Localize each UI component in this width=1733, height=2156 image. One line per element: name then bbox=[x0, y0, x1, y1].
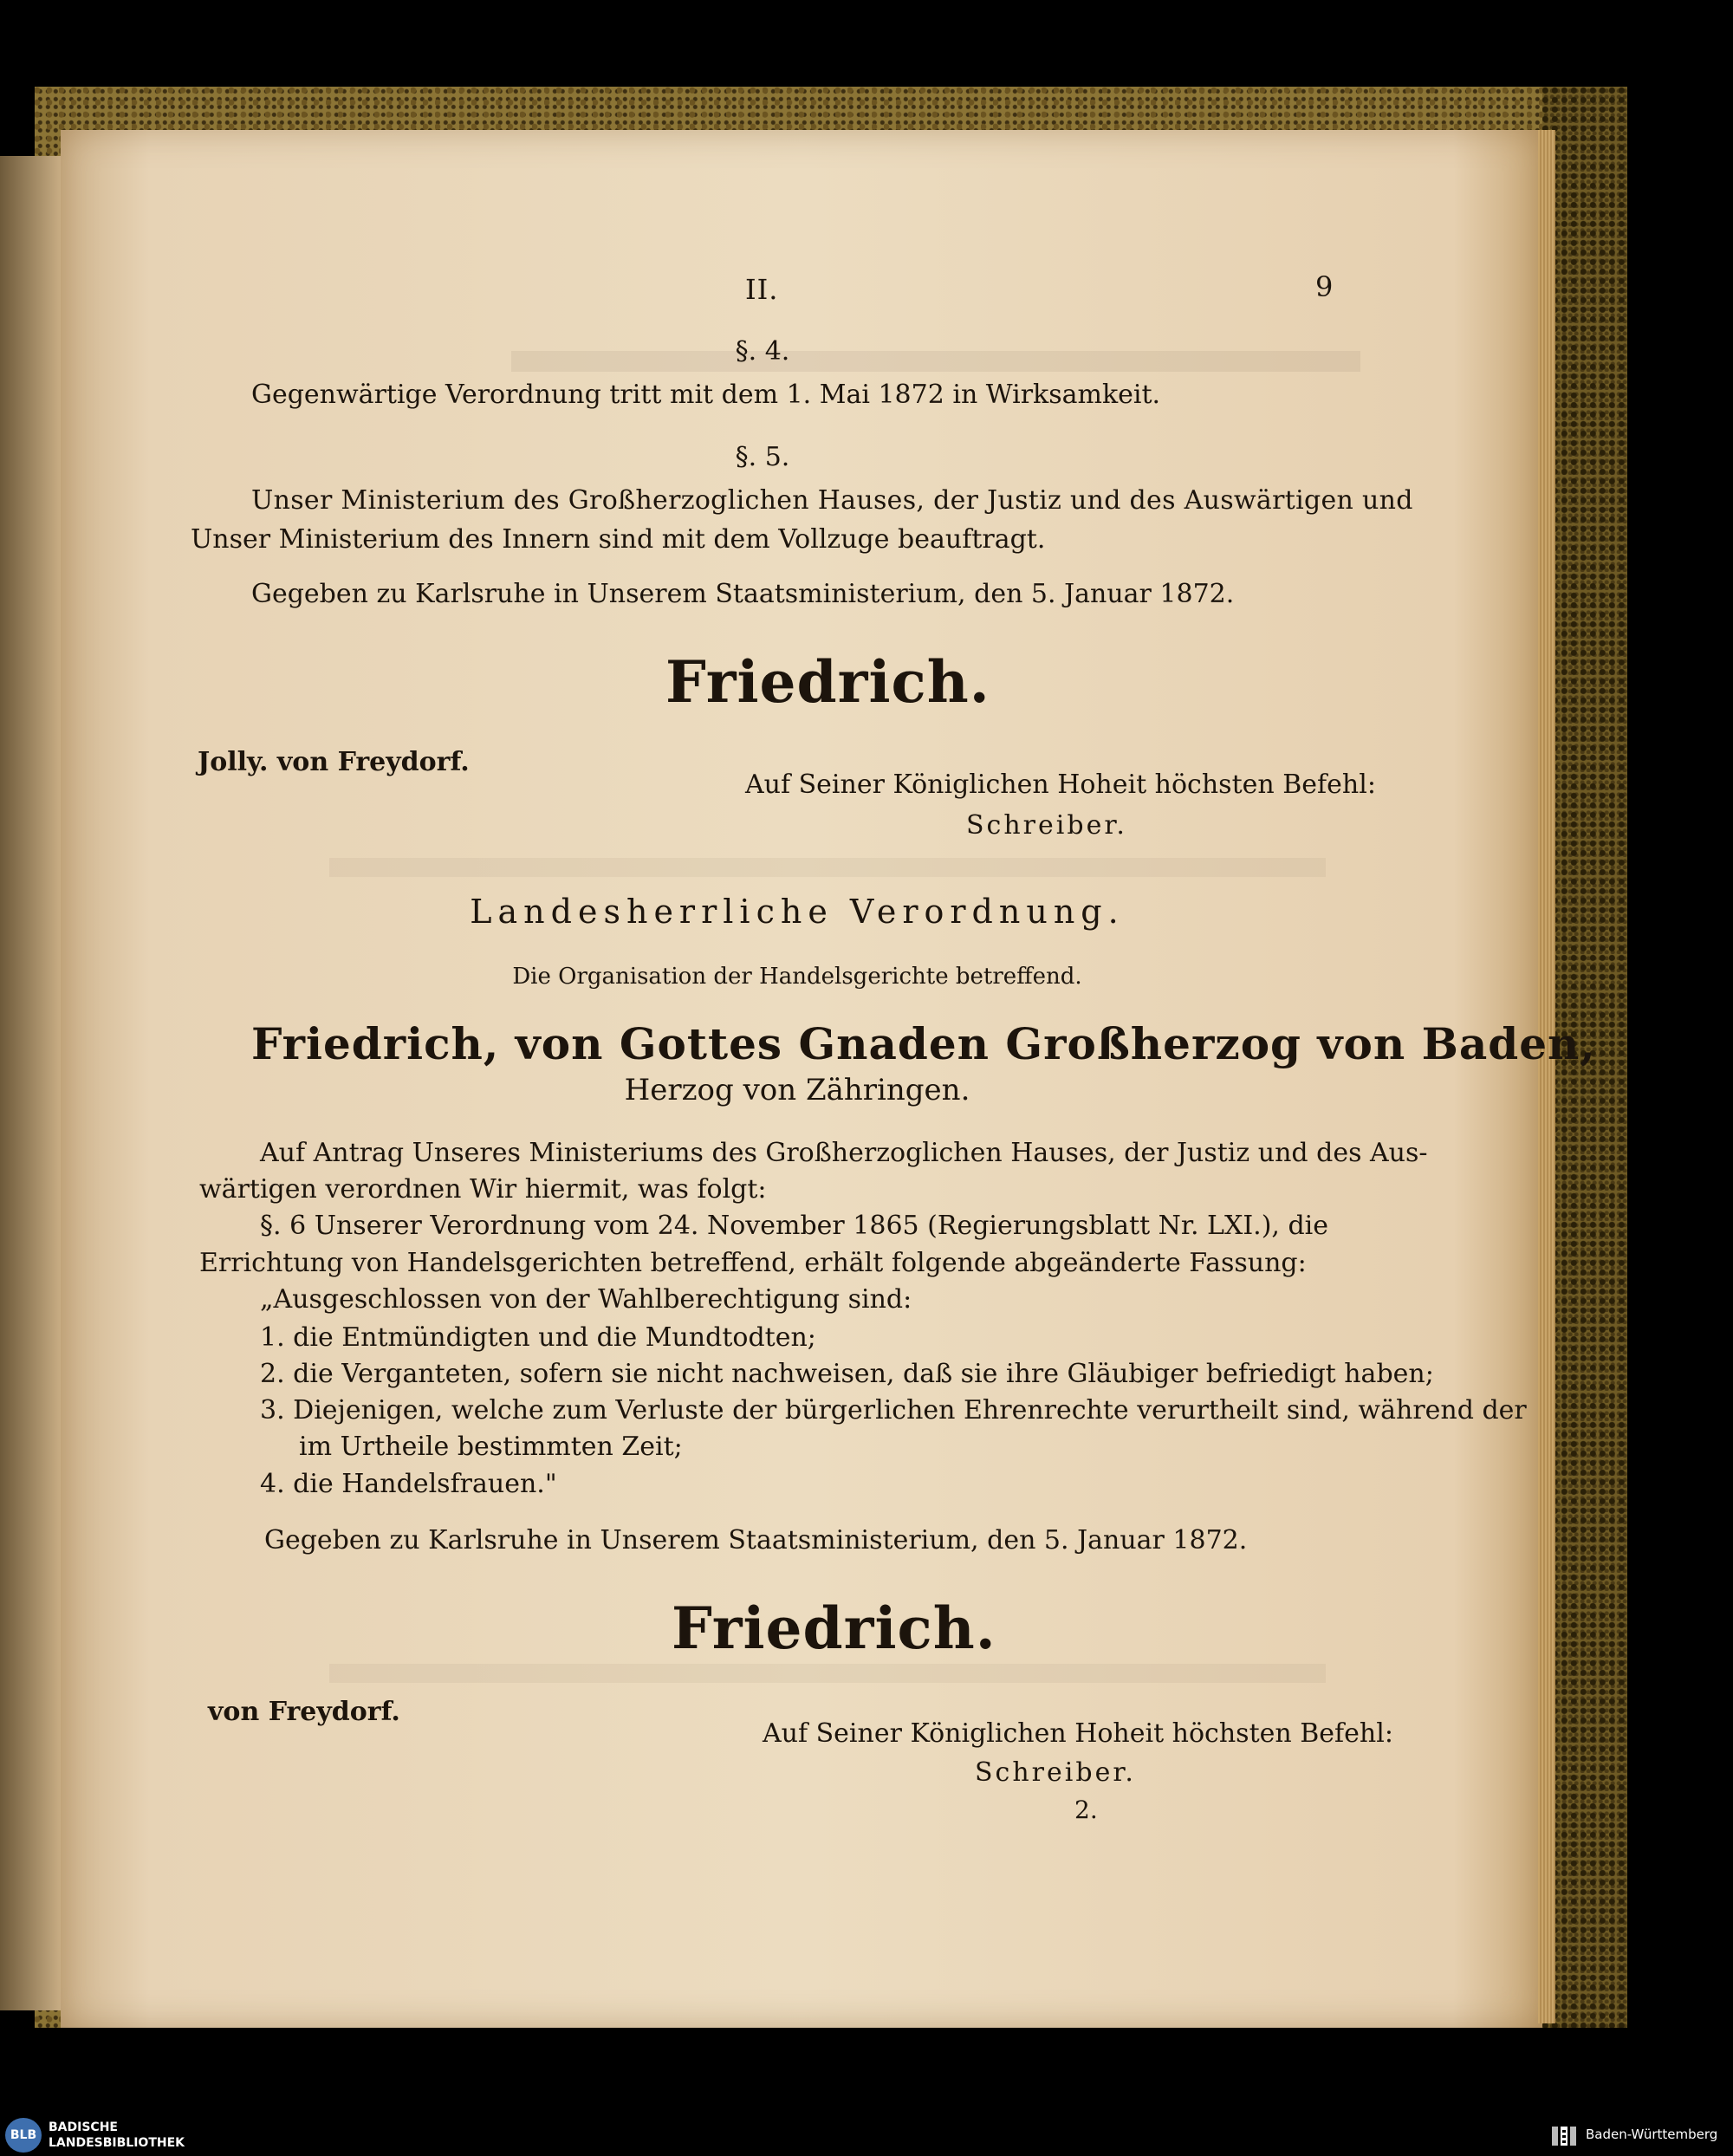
coat-of-arms-icon bbox=[1551, 2125, 1577, 2147]
sovereign-subtitle: Herzog von Zähringen. bbox=[624, 1073, 970, 1107]
library-name bbox=[49, 2120, 185, 2151]
body-line: Errichtung von Handelsgerichten betreffend, erhält folgende abgeänderte Fassung: bbox=[199, 1248, 1307, 1278]
section-number: II. bbox=[745, 273, 779, 306]
body-line: Auf Antrag Unseres Ministeriums des Großherzoglichen Hauses, der Justiz und des Aus- bbox=[260, 1138, 1428, 1168]
bleed-through bbox=[329, 858, 1326, 877]
dateline: Gegeben zu Karlsruhe in Unserem Staatsministerium, den 5. Januar 1872. bbox=[251, 579, 1235, 609]
library-name-line: LANDESBIBLIOTHEK bbox=[49, 2136, 185, 2150]
list-item: 1. die Entmündigten und die Mundtodten; bbox=[260, 1322, 816, 1353]
footer-bar bbox=[0, 2114, 1733, 2156]
list-item-continuation: im Urtheile bestimmten Zeit; bbox=[299, 1432, 683, 1462]
bleed-through bbox=[511, 351, 1360, 372]
state-name[interactable]: Baden-Württemberg bbox=[1586, 2127, 1718, 2142]
paragraph-5-label: §. 5. bbox=[735, 442, 790, 472]
paragraph-5-line: Unser Ministerium des Innern sind mit dem Vollzuge beauftragt. bbox=[191, 524, 1046, 555]
secretary-name: Schreiber. bbox=[975, 1757, 1136, 1788]
body-line: wärtigen verordnen Wir hiermit, was folgt: bbox=[199, 1174, 767, 1205]
left-page-edge bbox=[0, 156, 61, 2010]
sovereign-title: Friedrich, von Gottes Gnaden Großherzog von Baden, bbox=[251, 1018, 1596, 1069]
library-name-line: BADISCHE bbox=[49, 2120, 118, 2134]
paragraph-5-line: Unser Ministerium des Großherzoglichen Hauses, der Justiz und des Auswärtigen und bbox=[251, 485, 1413, 516]
signature-name: Friedrich. bbox=[672, 1594, 996, 1662]
decree-title: Landesherrliche Verordnung. bbox=[470, 893, 1125, 931]
bleed-through bbox=[329, 1664, 1326, 1683]
paragraph-4-label: §. 4. bbox=[735, 336, 790, 367]
dateline: Gegeben zu Karlsruhe in Unserem Staatsministerium, den 5. Januar 1872. bbox=[264, 1525, 1248, 1555]
paragraph-4-text: Gegenwärtige Verordnung tritt mit dem 1. Mai 1872 in Wirksamkeit. bbox=[251, 380, 1161, 410]
signature-name: Friedrich. bbox=[665, 648, 990, 716]
cosigner-names: Jolly. von Freydorf. bbox=[198, 747, 470, 777]
page-stack-edge bbox=[1538, 130, 1555, 2023]
decree-subject: Die Organisation der Handelsgerichte betreffend. bbox=[512, 964, 1082, 990]
command-line: Auf Seiner Königlichen Hoheit höchsten Befehl: bbox=[745, 770, 1376, 800]
secretary-name: Schreiber. bbox=[966, 810, 1127, 841]
list-item: 4. die Handelsfrauen." bbox=[260, 1469, 557, 1499]
sheet-signature: 2. bbox=[1074, 1796, 1098, 1824]
list-item: 2. die Verganteten, sofern sie nicht nachweisen, daß sie ihre Gläubiger befriedigt haben; bbox=[260, 1359, 1434, 1389]
list-item: 3. Diejenigen, welche zum Verluste der bürgerlichen Ehrenrechte verurtheilt sind, während der bbox=[260, 1395, 1527, 1425]
page-number: 9 bbox=[1315, 270, 1334, 303]
command-line: Auf Seiner Königlichen Hoheit höchsten Befehl: bbox=[763, 1718, 1393, 1749]
body-line: „Ausgeschlossen von der Wahlberechtigung sind: bbox=[260, 1284, 912, 1315]
body-line: §. 6 Unserer Verordnung vom 24. November 1865 (Regierungsblatt Nr. LXI.), die bbox=[260, 1211, 1329, 1241]
cosigner-names: von Freydorf. bbox=[208, 1697, 400, 1727]
blb-logo-icon[interactable]: BLB bbox=[5, 2118, 42, 2153]
